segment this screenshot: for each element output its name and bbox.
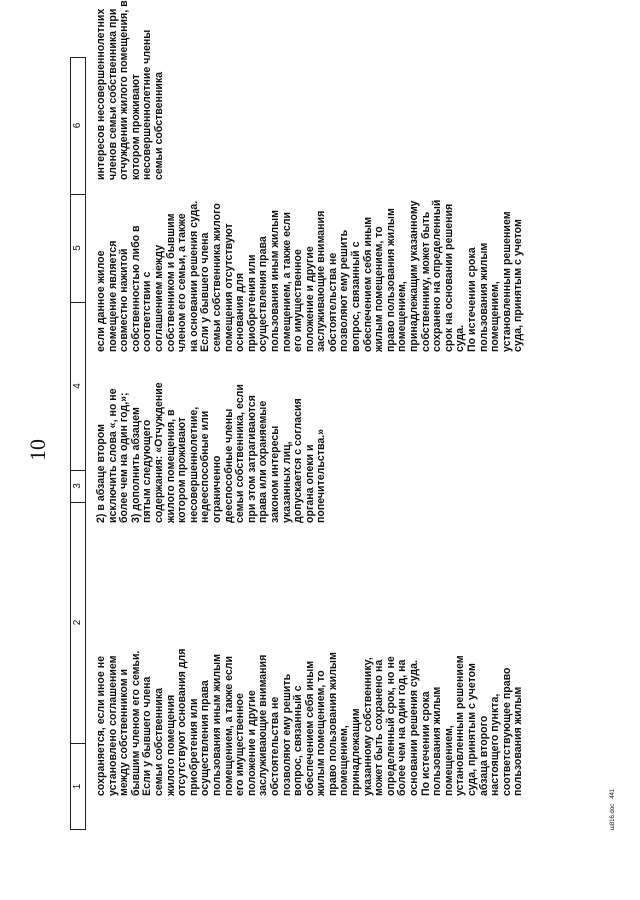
cell-column-6: интересов несовершеннолетних членов семьи собственника при отчуждении жилого помещения, в котором проживают несовершеннолетние члены семьи собственника [95, 0, 165, 180]
column-header-5: 5 [71, 194, 85, 303]
column-header-2: 2 [71, 502, 85, 744]
column-header-1: 1 [72, 783, 83, 790]
cell-column-4: 2) в абзаце втором исключить слова «, но не более чем на один год,»; 3) дополнить абзацем пятым следующего содержания: «Отчуждение жилого помещения, в котором проживают несовершеннолетние, недееспособные или ограниченно дееспособные члены семьи собственника, если при этом затрагиваются права или охраняемые законом интересы указанных лиц, допускается с согласия органа опеки и попечительства.» [95, 382, 328, 523]
column-header-4: 4 [71, 302, 85, 471]
page-number: 10 [25, 439, 50, 461]
footer-file-mark: ш816.doc 441 [610, 788, 616, 830]
column-header-6: 6 [71, 57, 85, 195]
column-header-row [70, 57, 86, 830]
cell-column-5: если данное жилое помещение является совместно нажитой собственностью либо в соответствии с соглашением между собственником и бывшим членом его семьи, а также на основании решения суда. Если у бывшего члена семьи собственника жилого помещения отсутствуют основания для приобретения или осуществления права пользования иным жилым помещением, а также если его имущественное положение и другие заслуживающие внимания обстоятельства не позволяют ему решить вопрос, связанный с обеспечением себя иным жилым помещением, то право пользования жилым помещением, принадлежащим указанному собственнику, может быть сохранено на определенный срок на основании решения суда. По истечении срока пользования жилым помещением, установленным решением суда, принятым с учетом [95, 199, 525, 352]
column-header-3: 3 [71, 470, 85, 503]
cell-column-2: сохраняется, если иное не установлено соглашением между собственником и бывшим членом его семьи. Если у бывшего члена семьи собственника жилого помещения отсутствуют основания для приобретения или осуществления права пользования иным жилым помещением, а также если его имущественное положение и другие заслуживающие внимания обстоятельства не позволяют ему решить вопрос, связанный с обеспечением себя иным жилым помещением, то право пользования жилым помещением, принадлежащим указанному собственнику, может быть сохранено на определенный срок, но не более чем на один год, на основании решения суда. По истечении срока пользования жилым помещением, установленным решением суда, принятым с учетом абзаца второго настоящего пункта, соответствующее право пользования жилым [95, 648, 525, 796]
